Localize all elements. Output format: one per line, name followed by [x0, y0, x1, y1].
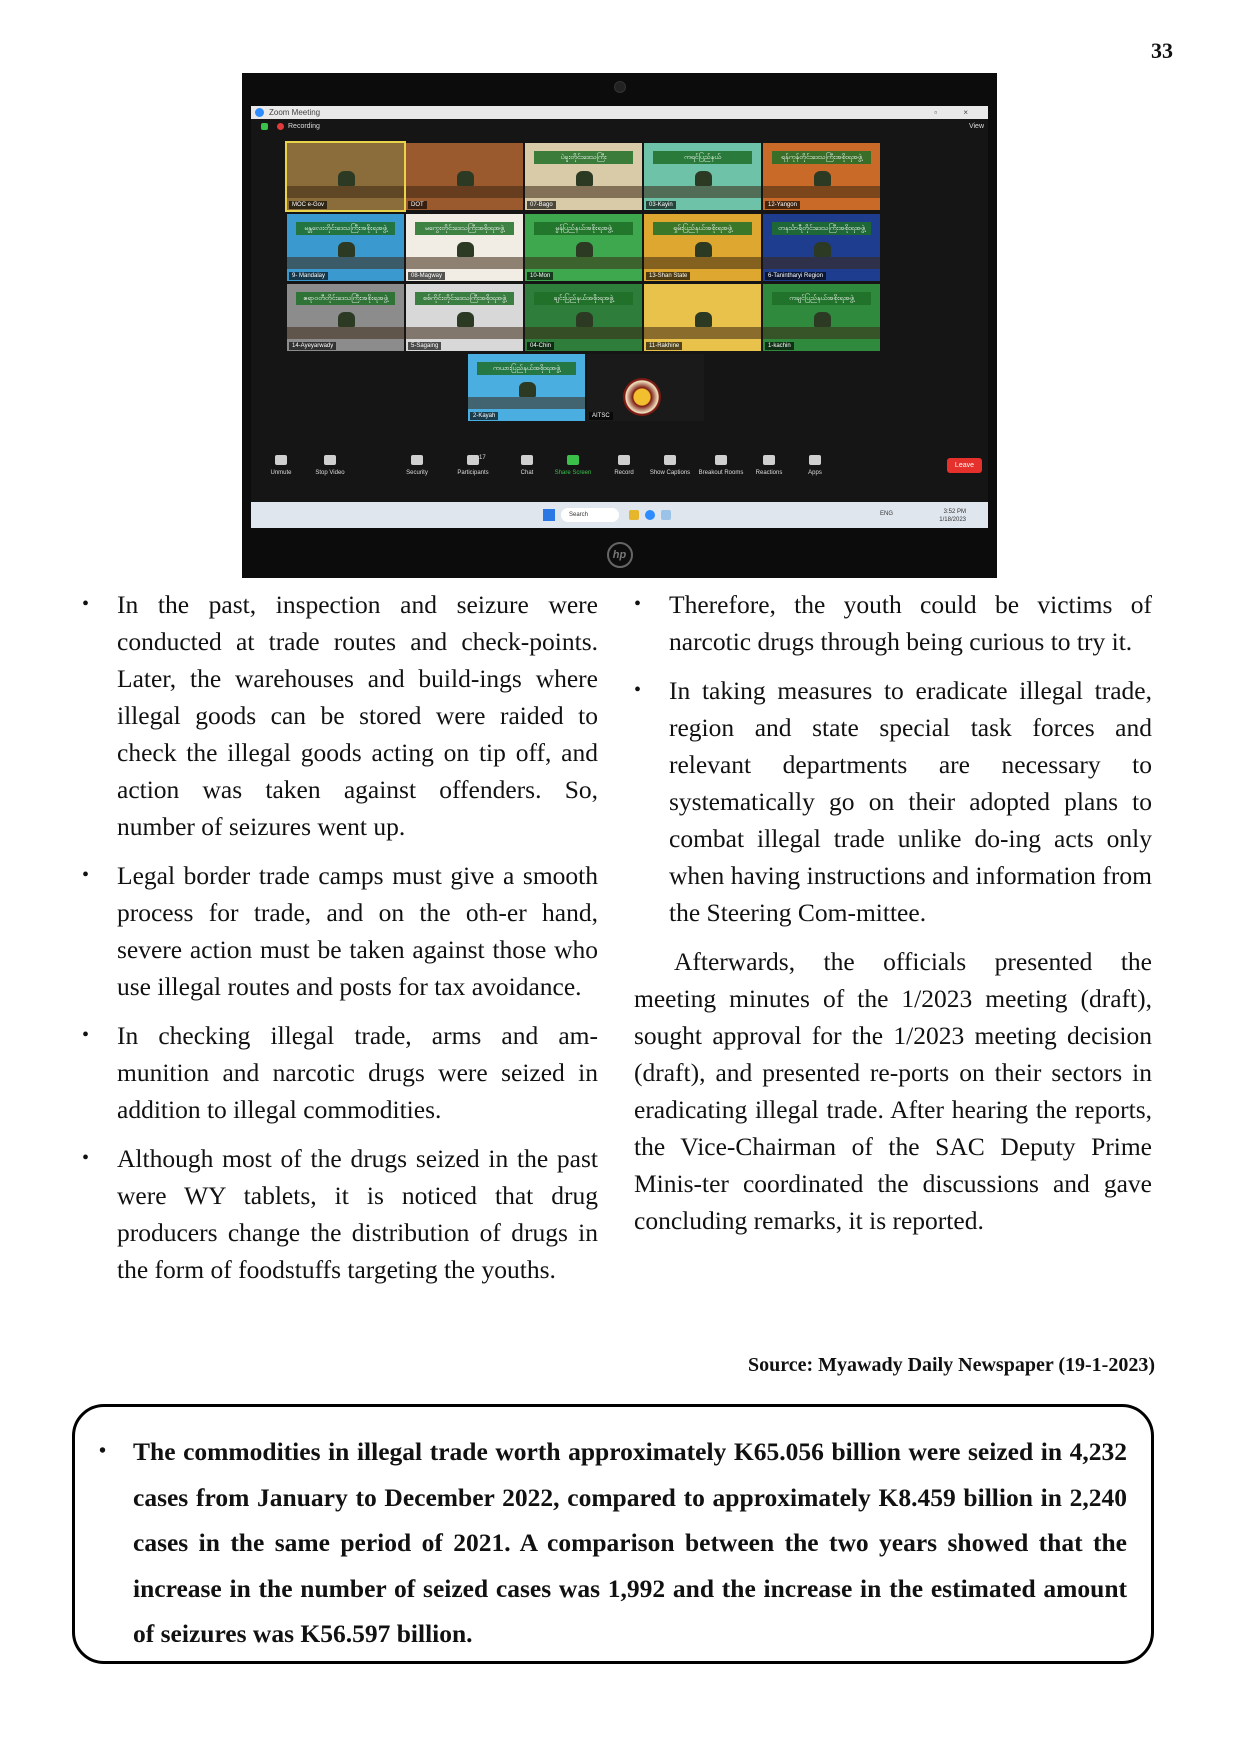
participant-name: 5-Sagaing: [408, 342, 441, 350]
tile-banner: ရှမ်းပြည်နယ်အစိုးရအဖွဲ့: [653, 222, 751, 235]
participant-name: 14-Ayeyarwady: [289, 342, 336, 350]
window-title: Zoom Meeting: [269, 108, 321, 117]
tile-banner: မန္တလေးတိုင်းဒေသကြီးအစိုးရအဖွဲ့: [296, 222, 394, 235]
tile-banner: တနင်္သာရီတိုင်းဒေသကြီးအစိုးရအဖွဲ့: [772, 222, 870, 235]
participant-tile[interactable]: [525, 143, 642, 210]
tile-banner: စစ်ကိုင်းတိုင်းဒေသကြီးအစိုးရအဖွဲ့: [415, 292, 513, 305]
tile-banner: ကချင်ပြည်နယ်အစိုးရအဖွဲ့: [772, 292, 870, 305]
participants-button[interactable]: [447, 455, 499, 476]
right-column: [634, 586, 1152, 1239]
recording-bar: [251, 120, 988, 134]
bullet-item: • Therefore, the youth could be victims of narcotic drugs through being curious to try it.: [634, 586, 1152, 660]
shield-icon: [261, 123, 268, 130]
participant-name: 13-Shan State: [646, 272, 690, 280]
participant-video: [338, 312, 354, 327]
participant-tile[interactable]: [763, 284, 880, 351]
right-paragraph: Afterwards, the officials presented the meeting minutes of the 1/2023 meeting (draft), sought approval for the 1/2023 meeting decision (draft), and presented re-ports on their sectors in eradicating illegal trade. After hearing the reports, the Vice-Chairman of the SAC Deputy Prime Minis-ter coordinated the discussions and gave concluding remarks, it is reported.: [634, 947, 1152, 1235]
participant-tile[interactable]: [287, 214, 404, 281]
participant-video: [457, 312, 473, 327]
tile-banner: ကရင်ပြည်နယ်: [653, 151, 751, 164]
zoom-logo-icon: [255, 108, 264, 117]
language-indicator[interactable]: ENG: [879, 511, 893, 517]
chat-icon: [521, 455, 533, 465]
recording-label: Recording: [288, 123, 320, 130]
folder-icon[interactable]: [629, 510, 639, 520]
participant-name: 03-Kayin: [646, 201, 676, 209]
participant-tile[interactable]: [406, 284, 523, 351]
participant-video: [457, 171, 473, 186]
reactions-icon: [763, 455, 775, 465]
desk: [525, 327, 642, 339]
zoom-app-icon[interactable]: [645, 510, 655, 520]
toolbar-label: Security: [406, 470, 428, 476]
participant-video: [695, 312, 711, 327]
desk: [644, 257, 761, 269]
participant-name: 1-kachin: [765, 342, 794, 350]
participant-name: 08-Magway: [408, 272, 445, 280]
apps-button[interactable]: [789, 455, 841, 476]
participant-name: 04-Chin: [527, 342, 554, 350]
tile-banner: မွန်ပြည်နယ်အစိုးရအဖွဲ့: [534, 222, 632, 235]
participant-name: 2-Kayah: [470, 412, 498, 420]
breakout-rooms-button[interactable]: [695, 455, 747, 476]
tile-banner: ပဲခူးတိုင်းဒေသကြီး: [534, 151, 632, 164]
toolbar-label: Share Screen: [554, 470, 592, 476]
record-icon: [618, 455, 630, 465]
page-number: 33: [1151, 38, 1173, 63]
right-bullet-list: [634, 586, 1152, 931]
share-screen-button[interactable]: [547, 455, 599, 476]
breakout-rooms-icon: [715, 455, 727, 465]
participant-name: 9- Mandalay: [289, 272, 328, 280]
view-button[interactable]: View: [968, 123, 984, 130]
participant-tile[interactable]: [287, 143, 404, 210]
participant-tile[interactable]: [406, 214, 523, 281]
participant-tile[interactable]: [763, 143, 880, 210]
participant-name: MOC e-Gov: [289, 201, 327, 209]
zoom-window: [251, 106, 988, 528]
unmute-icon: [275, 455, 287, 465]
participant-tile[interactable]: [287, 284, 404, 351]
toolbar-label: Chat: [520, 470, 534, 476]
desk: [406, 186, 523, 198]
taskbar-search[interactable]: Search: [561, 508, 619, 522]
participant-tile[interactable]: [763, 214, 880, 281]
taskbar-clock[interactable]: [939, 508, 966, 524]
toolbar-label: Participants: [457, 470, 489, 476]
desk: [644, 186, 761, 198]
participant-video: [695, 171, 711, 186]
participant-tile[interactable]: [644, 284, 761, 351]
participant-video: [695, 242, 711, 257]
desk: [525, 257, 642, 269]
window-titlebar: [251, 106, 988, 119]
bullet-item: • In the past, inspection and seizure were conducted at trade routes and check-points. Later, the warehouses and build-ings where illegal goods can be stored were raided to check the illegal goods acting on tip off, and action was taken against offenders. So, number of seizures went up.: [82, 586, 598, 845]
bullet-item: • In taking measures to eradicate illegal trade, region and state special task forces and relevant departments are necessary to systematically go on their adopted plans to combat illegal trade unlike do-ing acts only when having instructions and information from the Steering Com-mittee.: [634, 672, 1152, 931]
meeting-toolbar: [251, 451, 988, 487]
windows-taskbar: [251, 502, 988, 528]
record-button[interactable]: [598, 455, 650, 476]
participant-tile[interactable]: [644, 214, 761, 281]
bullet-item: • In checking illegal trade, arms and am-munition and narcotic drugs were seized in addition to illegal commodities.: [82, 1017, 598, 1128]
hp-logo-icon: hp: [607, 542, 633, 568]
security-button[interactable]: [391, 455, 443, 476]
participant-video: [576, 312, 592, 327]
leave-button[interactable]: Leave: [947, 458, 982, 473]
tile-banner: ရန်ကုန်တိုင်းဒေသကြီးအစိုးရအဖွဲ့: [772, 151, 870, 164]
participant-video: [814, 242, 830, 257]
stop-video-icon: [324, 455, 336, 465]
reactions-button[interactable]: [743, 455, 795, 476]
desk: [525, 186, 642, 198]
participant-video: [576, 171, 592, 186]
record-dot-icon: [277, 123, 284, 130]
highlight-text: • The commodities in illegal trade worth approximately K65.056 billion were seized in 4,232 cases from January to December 2022, compared to approximately K8.459 billion in 2,240 cases in the same period of 2021. A comparison between the two years showed that the increase in the number of seized cases was 1,992 and the increase in the estimated amount of seizures was K56.597 billion.: [99, 1429, 1127, 1657]
desk: [406, 327, 523, 339]
toolbar-label: Show Captions: [649, 470, 691, 476]
meeting-photo: [242, 73, 997, 578]
participant-video: [338, 171, 354, 186]
toolbar-label: Unmute: [270, 470, 292, 476]
bullet-item: • Legal border trade camps must give a smooth process for trade, and on the oth-er hand, severe action must be taken against those who use illegal routes and posts for tax avoidance.: [82, 857, 598, 1005]
participant-video: [338, 242, 354, 257]
tile-banner: မကွေးတိုင်းဒေသကြီးအစိုးရအဖွဲ့: [415, 222, 513, 235]
desk: [763, 327, 880, 339]
desk: [406, 257, 523, 269]
participant-video: [457, 242, 473, 257]
participant-name: 12-Yangon: [765, 201, 800, 209]
clock-time: 3:52 PM: [943, 509, 966, 515]
app-icon[interactable]: [661, 510, 671, 520]
participant-name: 10-Mon: [527, 272, 553, 280]
apps-icon: [809, 455, 821, 465]
participant-name: 07-Bago: [527, 201, 556, 209]
bullet-item: • Although most of the drugs seized in the past were WY tablets, it is noticed that drug producers change the distribution of drugs in the form of foodstuffs targeting the youths.: [82, 1140, 598, 1288]
participant-tile[interactable]: [525, 214, 642, 281]
tile-banner: ကယားပြည်နယ်အစိုးရအဖွဲ့: [477, 362, 575, 375]
desk: [468, 397, 585, 409]
desk: [644, 327, 761, 339]
stop-video-button[interactable]: [304, 455, 356, 476]
clock-date: 1/18/2023: [939, 517, 966, 523]
desk: [287, 186, 404, 198]
participant-name: AITSC: [589, 412, 613, 420]
participant-video: [576, 242, 592, 257]
toolbar-label: Record: [614, 470, 634, 476]
windows-start-icon[interactable]: [543, 509, 555, 521]
desk: [287, 257, 404, 269]
participant-name: 11-Rakhine: [646, 342, 682, 350]
show-captions-button[interactable]: [644, 455, 696, 476]
toolbar-label: Reactions: [755, 470, 783, 476]
participant-count: 17: [479, 455, 486, 461]
participant-video: [814, 312, 830, 327]
source-citation: Source: Myawady Daily Newspaper (19-1-2023): [747, 1354, 1155, 1376]
taskbar-apps: [629, 510, 677, 522]
share-screen-icon: [567, 455, 579, 465]
participant-tile[interactable]: [644, 143, 761, 210]
toolbar-label: Apps: [808, 470, 822, 476]
participant-video: [814, 171, 830, 186]
desk: [763, 257, 880, 269]
toolbar-label: Stop Video: [315, 470, 345, 476]
desk: [763, 186, 880, 198]
participant-tile[interactable]: [406, 143, 523, 210]
left-column: [82, 586, 598, 1300]
participant-name: DOT: [408, 201, 427, 209]
highlight-box: [72, 1404, 1154, 1664]
tile-banner: ဧရာဝတီတိုင်းဒေသကြီးအစိုးရအဖွဲ့: [296, 292, 394, 305]
participant-tile[interactable]: [525, 284, 642, 351]
chat-button[interactable]: [501, 455, 553, 476]
window-controls[interactable]: ▫ ×: [934, 108, 980, 117]
show-captions-icon: [664, 455, 676, 465]
participants-icon: [467, 455, 479, 465]
unmute-button[interactable]: [255, 455, 307, 476]
participant-name: 6-Tanintharyi Region: [765, 272, 826, 280]
webcam-icon: [614, 81, 626, 93]
security-icon: [411, 455, 423, 465]
left-bullet-list: [82, 586, 598, 1288]
tile-banner: ချင်းပြည်နယ်အစိုးရအဖွဲ့: [534, 292, 632, 305]
participant-video: [519, 382, 535, 397]
desk: [287, 327, 404, 339]
toolbar-label: Breakout Rooms: [698, 470, 744, 476]
seal-icon: [623, 378, 661, 416]
participant-tile[interactable]: [468, 354, 585, 421]
